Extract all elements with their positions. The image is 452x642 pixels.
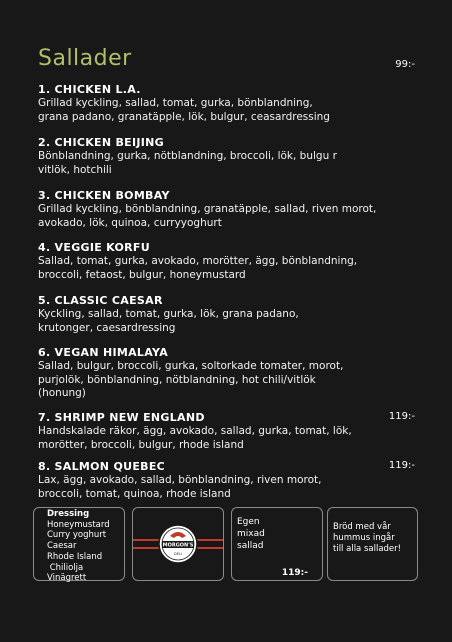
item-name: 1. CHICKEN L.A. — [38, 83, 141, 96]
dressing-list — [47, 520, 124, 584]
item-description: Grillad kyckling, bönblandning, granatäpple, sallad, riven morot, avokado, lök, quinoa, curryyoghurt — [38, 203, 377, 229]
restaurant-logo — [133, 514, 223, 574]
base-price: 99:- — [395, 59, 415, 70]
dressing-option: Chiliolja — [47, 562, 84, 573]
item-name: 6. VEGAN HIMALAYA — [38, 346, 169, 359]
menu-item-salmon-quebec — [38, 460, 378, 501]
menu-item-veggie-korfu — [38, 241, 378, 282]
dressing-option: Vinägrett — [47, 573, 87, 584]
item-description: Sallad, tomat, gurka, avokado, morötter, ägg, bönblandning, broccoli, fetaost, bulgur, honeymustard — [38, 255, 358, 281]
bread-note-box — [327, 507, 418, 581]
page-title: Sallader — [38, 46, 132, 71]
dressing-title: Dressing — [47, 509, 90, 519]
item-name: 8. SALMON QUEBEC — [38, 460, 166, 473]
bread-note-text: Bröd med vår hummus ingår till alla sallader! — [333, 522, 402, 554]
dressing-option: Rhode Island — [47, 551, 103, 562]
item-name: 3. CHICKEN BOMBAY — [38, 189, 170, 202]
menu-item-chicken-beijing — [38, 136, 378, 177]
dressing-box — [33, 507, 125, 584]
item-name: 5. CLASSIC CAESAR — [38, 294, 163, 307]
dressing-option: Caesar — [47, 541, 77, 552]
item-name: 2. CHICKEN BEIJING — [38, 136, 164, 149]
item-description: Sallad, bulgur, broccoli, gurka, soltorkade tomater, morot, purjolök, bönblandning, nötblandning, hot chili/vitlök (honung) — [38, 360, 344, 400]
custom-salad-box — [231, 507, 323, 581]
menu-item-shrimp-new-england — [38, 411, 378, 452]
logo-text: MORGON'S — [162, 542, 194, 549]
item-description: Lax, ägg, avokado, sallad, bönblandning, riven morot, broccoli, tomat, quinoa, rhode island — [38, 474, 322, 500]
dressing-option: Curry yoghurt — [47, 530, 107, 541]
menu-item-chicken-la — [38, 83, 378, 124]
item-name: 7. SHRIMP NEW ENGLAND — [38, 411, 205, 424]
menu-item-vegan-himalaya — [38, 346, 378, 401]
dressing-option: Honeymustard — [47, 519, 110, 530]
logo-subtext: DELI — [174, 552, 182, 556]
item-description: Grillad kyckling, sallad, tomat, gurka, bönblandning, grana padano, granatäpple, lök, bulgur, ceasardressing — [38, 97, 330, 123]
item-name: 4. VEGGIE KORFU — [38, 241, 150, 254]
menu-item-classic-caesar — [38, 294, 378, 335]
custom-salad-text: Egen mixad sallad — [237, 517, 265, 551]
item-description: Kyckling, sallad, tomat, gurka, lök, grana padano, krutonger, caesardressing — [38, 308, 299, 334]
menu-item-chicken-bombay — [38, 189, 398, 230]
item-price: 119:- — [388, 460, 415, 471]
item-description: Bönblandning, gurka, nötblandning, broccoli, lök, bulgu r vitlök, hotchili — [38, 150, 337, 176]
logo-box — [132, 507, 224, 581]
item-description: Handskalade räkor, ägg, avokado, sallad, gurka, tomat, lök, morötter, broccoli, bulgur, rhode island — [38, 425, 352, 451]
item-price: 119:- — [388, 411, 415, 422]
custom-salad-price: 119:- — [281, 568, 308, 579]
